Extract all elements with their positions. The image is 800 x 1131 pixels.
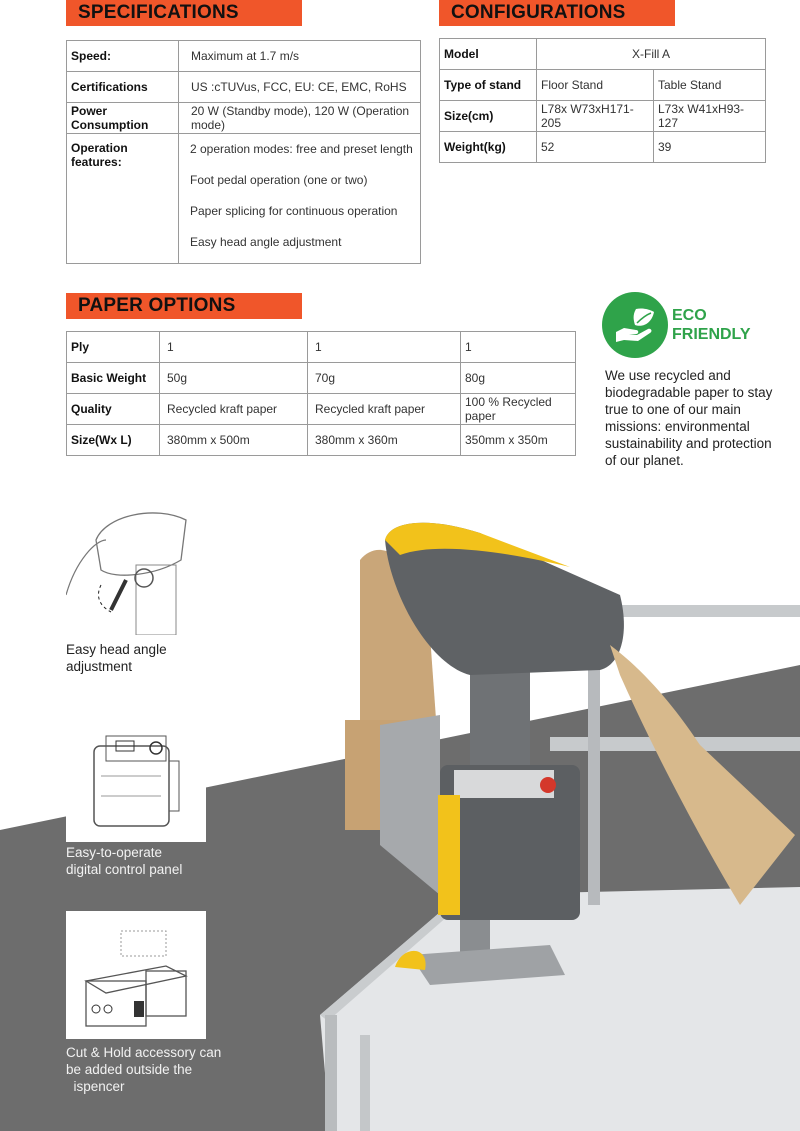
spec-label: Certifications — [67, 72, 179, 103]
paper-label: Basic Weight — [67, 363, 160, 394]
spec-value: US :cTUVus, FCC, EU: CE, EMC, RoHS — [179, 72, 421, 103]
paper-value: 350mm x 350m — [461, 425, 576, 456]
table-row — [440, 132, 766, 163]
paper-value: Recycled kraft paper — [308, 394, 461, 425]
specifications-table — [66, 40, 421, 264]
config-value: L73x W41xH93-127 — [654, 101, 766, 132]
config-label: Type of stand — [440, 70, 537, 101]
eco-leaf-hand-icon — [602, 292, 668, 358]
paper-value: 50g — [160, 363, 308, 394]
config-label: Weight(kg) — [440, 132, 537, 163]
caption-line: ispencer — [66, 1079, 125, 1094]
paper-value: 1 — [461, 332, 576, 363]
table-row — [67, 72, 421, 103]
eco-friendly-title — [672, 306, 751, 344]
control-panel-illustration — [66, 716, 206, 842]
paper-value: 380mm x 360m — [308, 425, 461, 456]
feature-caption — [66, 1044, 236, 1095]
paper-value: 70g — [308, 363, 461, 394]
paper-options-heading: PAPER OPTIONS — [66, 293, 302, 319]
table-row — [67, 134, 421, 264]
feature-item: 2 operation modes: free and preset length — [190, 142, 413, 156]
spec-value: Maximum at 1.7 m/s — [179, 41, 421, 72]
paper-value: Recycled kraft paper — [160, 394, 308, 425]
config-value: 52 — [537, 132, 654, 163]
specifications-heading: SPECIFICATIONS — [66, 0, 302, 26]
table-row — [440, 70, 766, 101]
spec-label: Operation features: — [67, 134, 179, 264]
table-row — [67, 332, 576, 363]
caption-line: Easy head angle — [66, 642, 167, 657]
config-value: Floor Stand — [537, 70, 654, 101]
paper-value: 1 — [308, 332, 461, 363]
paper-value: 80g — [461, 363, 576, 394]
table-row — [67, 41, 421, 72]
eco-description: We use recycled and biodegradable paper to stay true to one of our main missions: environmental sustainability and protection of our planet. — [605, 368, 773, 468]
paper-label: Ply — [67, 332, 160, 363]
caption-line: digital control panel — [66, 862, 183, 877]
configurations-table — [439, 38, 766, 163]
eco-title-line: FRIENDLY — [672, 326, 751, 343]
config-label: Size(cm) — [440, 101, 537, 132]
paper-label: Size(Wx L) — [67, 425, 160, 456]
caption-line: adjustment — [66, 659, 133, 674]
configurations-heading: CONFIGURATIONS — [439, 0, 675, 26]
feature-item: Paper splicing for continuous operation — [190, 204, 398, 218]
feature-caption — [66, 641, 236, 675]
paper-value: 380mm x 500m — [160, 425, 308, 456]
config-model-value: X-Fill A — [537, 39, 766, 70]
config-label: Model — [440, 39, 537, 70]
table-row — [440, 39, 766, 70]
config-value: 39 — [654, 132, 766, 163]
table-row — [67, 103, 421, 134]
caption-line: Cut & Hold accessory can — [66, 1045, 222, 1060]
feature-caption — [66, 844, 236, 878]
caption-line: be added outside the — [66, 1062, 193, 1077]
config-value: L78x W73xH171-205 — [537, 101, 654, 132]
paper-value: 100 % Recycled paper — [461, 394, 576, 425]
table-row — [67, 394, 576, 425]
table-row — [67, 425, 576, 456]
xfill-machine-photo — [320, 515, 800, 1131]
cut-hold-illustration — [66, 911, 206, 1039]
table-row — [67, 363, 576, 394]
operation-features-list — [179, 134, 421, 264]
paper-label: Quality — [67, 394, 160, 425]
spec-value: 20 W (Standby mode), 120 W (Operation mode) — [179, 103, 421, 134]
config-value: Table Stand — [654, 70, 766, 101]
paper-value: 1 — [160, 332, 308, 363]
caption-line: Easy-to-operate — [66, 845, 163, 860]
eco-title-line: ECO — [672, 307, 707, 324]
paper-options-table — [66, 331, 576, 456]
spec-label: Power Consumption — [67, 103, 179, 134]
table-row — [440, 101, 766, 132]
feature-item: Foot pedal operation (one or two) — [190, 173, 368, 187]
feature-item: Easy head angle adjustment — [190, 235, 342, 249]
head-angle-illustration — [66, 500, 206, 635]
spec-label: Speed: — [67, 41, 179, 72]
